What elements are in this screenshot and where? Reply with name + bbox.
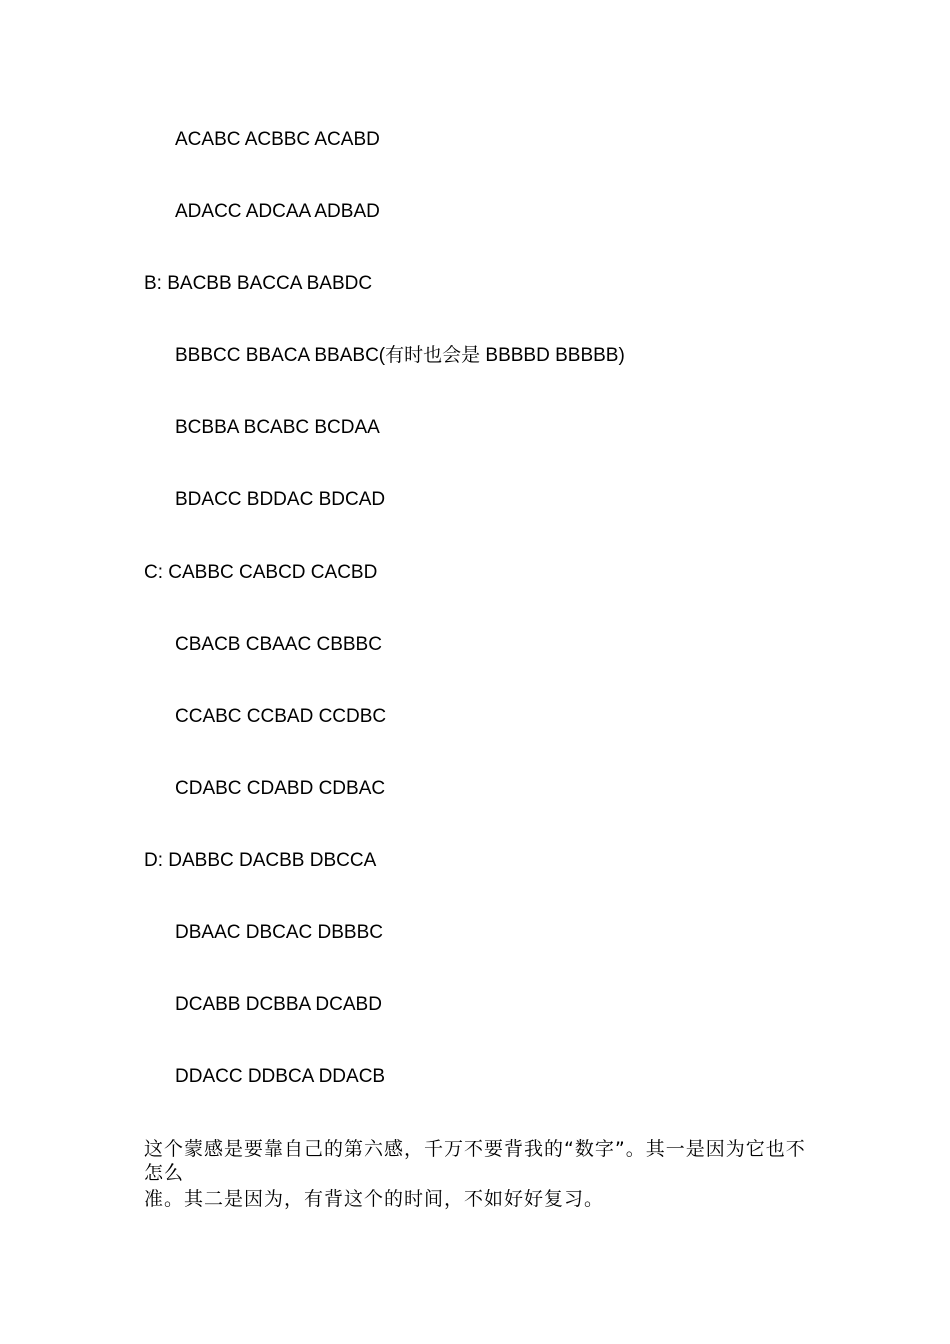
answer-line-ad: ADACC ADCAA ADBAD	[175, 201, 380, 222]
answer-line-bd: BDACC BDDAC BDCAD	[175, 489, 386, 510]
answer-line-dd: DDACC DDBCA DDACB	[175, 1066, 386, 1087]
answer-line-cd: CDABC CDABD CDBAC	[175, 778, 386, 799]
answer-line-bc: BCBBA BCABC BCDAA	[175, 417, 380, 438]
answer-line-dc: DCABB DCBBA DCABD	[175, 994, 382, 1015]
answer-line-bb: BBBCC BBACA BBABC(有时也会是 BBBBD BBBBB)	[175, 345, 625, 366]
answer-group-b: B: BACBB BACCA BABDC	[144, 273, 373, 294]
answer-group-d: D: DABBC DACBB DBCCA	[144, 850, 377, 871]
answer-line-cb: CBACB CBAAC CBBBC	[175, 634, 382, 655]
closing-paragraph-line-2: 准。其二是因为，有背这个的时间，不如好好复习。	[144, 1188, 605, 1210]
answer-line-cc: CCABC CCBAD CCDBC	[175, 706, 387, 727]
answer-group-c: C: CABBC CABCD CACBD	[144, 562, 378, 583]
answer-line-ac: ACABC ACBBC ACABD	[175, 129, 380, 150]
answer-line-db: DBAAC DBCAC DBBBC	[175, 922, 383, 943]
closing-paragraph-line-1: 这个蒙感是要靠自己的第六感，千万不要背我的“数字”。其一是因为它也不怎么	[144, 1138, 806, 1184]
